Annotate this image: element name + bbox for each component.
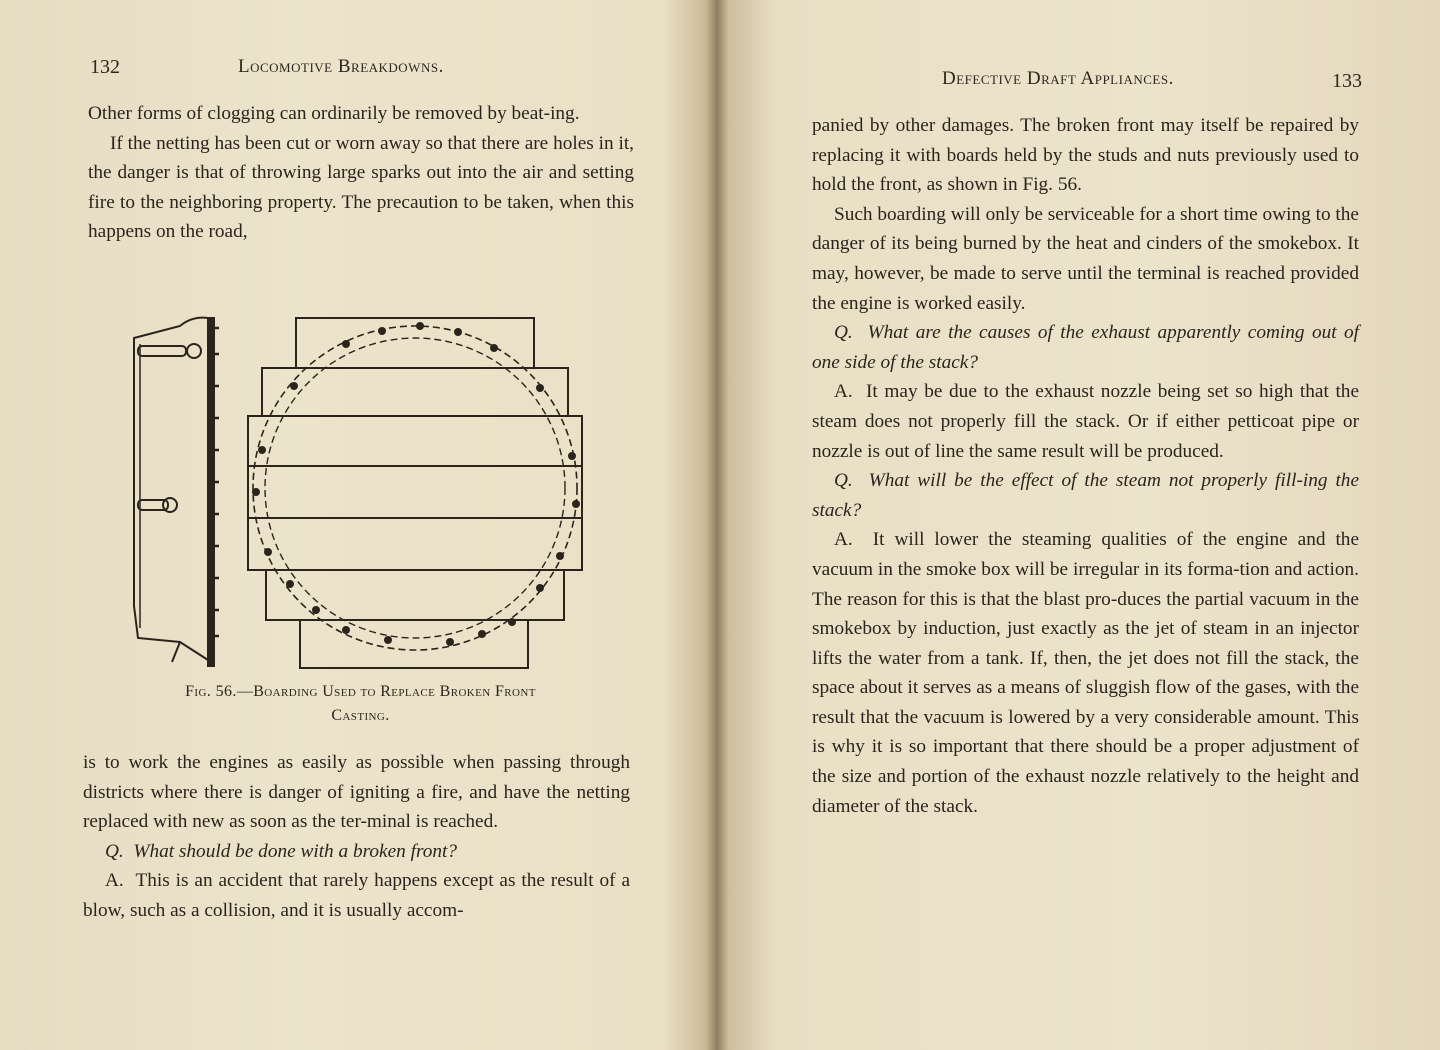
answer-label: A. [834, 529, 853, 551]
stud-circle-outer [253, 326, 577, 650]
side-plate [208, 318, 214, 666]
stud-nuts [252, 322, 580, 646]
answer-paragraph [83, 866, 630, 925]
right-running-head: Defective Draft Appliances. [942, 68, 1174, 89]
answer-text: It will lower the steaming qualities of the engine and the vacuum in the smoke box will be irregular in its forma-tion and action. The reason for this is that the blast pro-duces the partial vacuum in the smokebox by induction, just exactly as the jet of steam in an injector lifts the water from a tank. If, then, the jet does not fill the stack, the space about it serves as a means of sluggish flow of the gases, with the result that the vacuum is lowered by a very considerable amount. This is why it is so important that there should be a proper adjustment of the size and portion of the exhaust nozzle relatively to the height and diameter of the stack. [812, 529, 1360, 817]
figure-56-boarding-illustration [120, 306, 600, 676]
board-2 [262, 368, 568, 416]
left-page-number: 132 [90, 56, 120, 78]
left-bottom-text [83, 748, 630, 926]
paragraph: panied by other damages. The broken front may itself be repaired by replacing it with boards held by the studs and nuts previously used to hold the front, as shown in Fig. 56. [812, 115, 1359, 196]
question-label: Q. [105, 840, 124, 862]
question-label: Q. [834, 470, 853, 492]
question-paragraph [812, 466, 1359, 525]
right-text [812, 111, 1359, 821]
right-page-number: 133 [1332, 70, 1362, 92]
answer-text: It may be due to the exhaust nozzle being set so high that the steam does not properly fill the stack. Or if either petticoat pipe or nozzle is out of line the same result will be produced. [812, 381, 1359, 462]
paragraph: Other forms of clogging can ordinarily be removed by beat-ing. [88, 103, 580, 124]
caption-line-2: Casting. [331, 707, 390, 724]
answer-text: This is an accident that rarely happens except as the result of a blow, such as a collision, and it is usually accom- [83, 870, 630, 921]
board-7 [300, 620, 528, 668]
answer-label: A. [834, 381, 853, 403]
question-label: Q. [834, 322, 853, 344]
paragraph: is to work the engines as easily as possible when passing through districts where there is danger of igniting a fire, and have the netting replaced with new as soon as the ter-minal is reached. [83, 752, 630, 833]
question-paragraph [812, 318, 1359, 377]
stud-circle-inner [265, 338, 565, 638]
question-text: What will be the effect of the steam not properly fill-ing the stack? [812, 470, 1360, 521]
question-paragraph [83, 837, 630, 867]
left-page [0, 0, 712, 1050]
left-top-text [88, 99, 634, 247]
figure-caption [88, 680, 633, 728]
board-3 [248, 416, 582, 466]
side-section-outline [134, 318, 208, 660]
right-page [728, 0, 1440, 1050]
paragraph: If the netting has been cut or worn away so that there are holes in it, the danger is that of throwing large sparks out into the air and setting fire to the neighboring property. The precaution to be taken, when this happens on the road, [88, 132, 634, 243]
question-text: What should be done with a broken front? [133, 840, 458, 862]
board-5 [248, 518, 582, 570]
left-running-head: Locomotive Breakdowns. [238, 56, 444, 77]
answer-paragraph [812, 377, 1359, 466]
answer-label: A. [105, 870, 124, 892]
caption-line-1: Fig. 56.—Boarding Used to Replace Broken Front [185, 683, 536, 700]
answer-paragraph [812, 525, 1359, 821]
board-4 [248, 466, 582, 518]
paragraph: Such boarding will only be serviceable for a short time owing to the danger of its being burned by the heat and cinders of the smokebox. It may, however, be made to serve until the terminal is reached provided the engine is worked easily. [812, 203, 1359, 314]
question-text: What are the causes of the exhaust apparently coming out of one side of the stack? [812, 322, 1359, 373]
